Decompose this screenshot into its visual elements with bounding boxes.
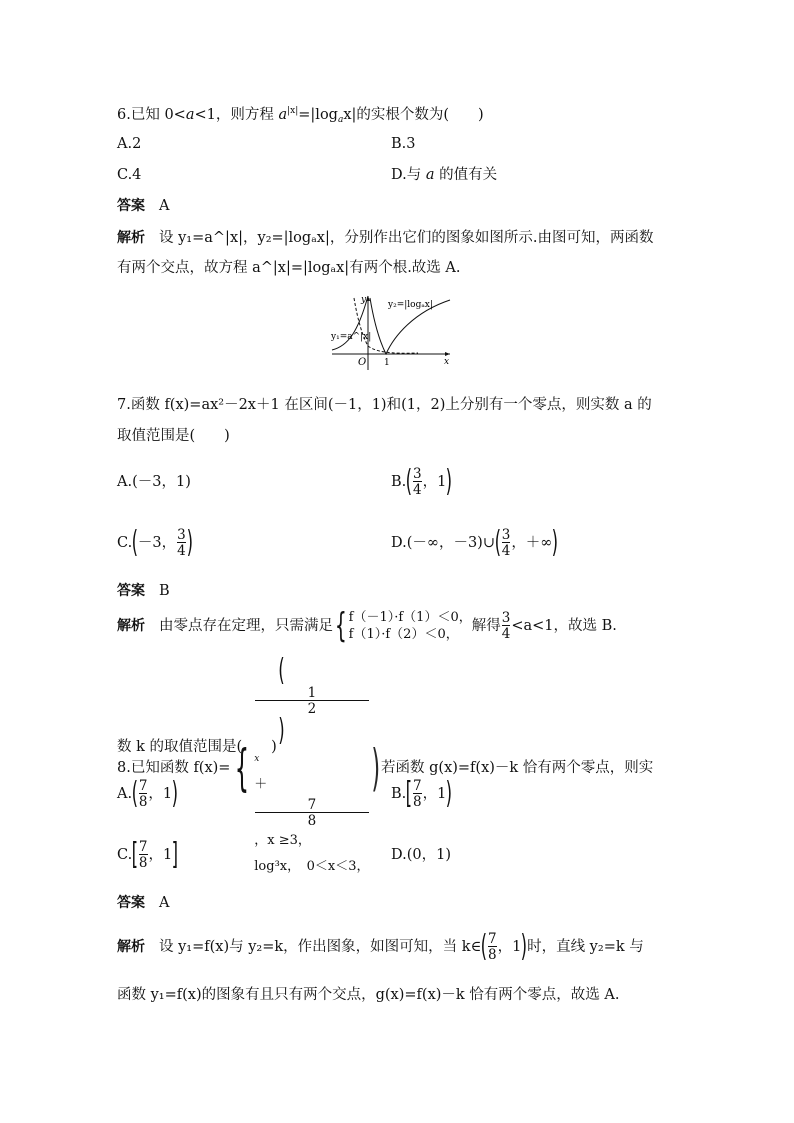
analysis-label: 解析 [117,230,145,246]
open-paren: ( [405,464,413,499]
piece-row: log³x， 0＜x＜3， [254,859,370,874]
answer-value: A [159,895,170,911]
condition-row: f（1）·f（2）＜0， [348,627,459,642]
open-bracket: [ [131,837,139,872]
denominator: 2 [255,700,368,716]
denominator: 4 [177,543,186,559]
q7-stem-line1: 7.函数 f(x)=ax²－2x＋1 在区间(－1，1)和(1，2)上分别有一个零点，则实数 a 的 [117,397,652,413]
answer-label: 答案 [117,583,145,599]
option-text: ，1 [148,847,173,863]
q8-option-b [391,776,452,812]
q6-option-b: B.3 [391,136,416,152]
fraction [139,779,148,809]
q6-stem-text: <1，则方程 [194,107,279,123]
q6-stem-text: 6.已知 0< [117,107,186,123]
open-paren: ( [278,653,285,688]
q6-option-d-text: 的值有关 [434,167,498,183]
q6-graph-curve2-label: y₂=|logₐx| [388,300,433,310]
fraction [255,686,368,716]
q6-analysis-line2: 有两个交点，故方程 a^|x|=|logₐx|有两个根.故选 A. [117,260,461,276]
q7-option-b [391,464,452,500]
analysis-text: 设 y₁=f(x)与 y₂=k，作出图象，如图可知，当 k∈ [159,939,482,955]
q6-stem-var: a [185,107,195,123]
option-text: －3， [137,535,177,551]
numerator: 1 [307,685,317,701]
close-paren: ) [445,464,453,499]
analysis-text: <a<1，故选 B. [511,618,617,634]
q8-option-d: D.(0，1) [391,847,451,863]
q7-answer [117,581,170,601]
open-bracket: [ [405,776,413,811]
analysis-text: ，1 [497,939,522,955]
denominator: 8 [138,855,148,871]
answer-value: A [159,198,170,214]
numerator: 7 [488,931,497,947]
q6-stem-var: a [278,107,288,123]
close-paren: ) [171,776,179,811]
q6-stem [117,101,484,130]
denominator: 8 [412,794,422,810]
option-prefix: C. [117,535,133,551]
q6-option-a: A.2 [117,136,142,152]
stem-text: 若函数 g(x)=f(x)－k 恰有两个零点，则实 [381,760,654,776]
numerator: 3 [501,527,511,543]
q6-stem-exponent: |x| [287,106,299,116]
open-paren: ( [131,525,139,560]
q6-graph-x-label: x [444,357,450,367]
numerator: 3 [177,527,186,543]
q8-option-a [117,776,178,812]
q8-stem-line1 [117,653,654,880]
condition-row: f（－1）·f（1）＜0， [348,610,472,625]
close-paren: ) [370,739,380,797]
analysis-text: 时，直线 y₂=k 与 [527,939,644,955]
q8-analysis-line2: 函数 y₁=f(x)的图象有且只有两个交点，g(x)=f(x)－k 恰有两个零点，故选 A. [117,987,620,1003]
numerator: 7 [138,778,148,794]
q6-function-graph [328,292,458,372]
answer-label: 答案 [117,895,145,911]
close-paren: ) [278,713,285,748]
open-brace: { [334,606,347,646]
close-paren: ) [445,776,453,811]
q6-option-c: C.4 [117,167,142,183]
analysis-label: 解析 [117,618,145,634]
q8-stem-line2: 数 k 的取值范围是( ) [117,739,277,755]
q6-graph-curve1-label: y₁=a^|x| [331,332,372,342]
q6-graph-y-label: y [361,295,367,305]
option-text: ，1 [422,474,447,490]
fraction [488,932,497,962]
q6-option-d-var: a [425,167,435,183]
option-prefix: B. [391,474,407,490]
exponent: x [254,754,260,764]
option-text: D.(－∞，－3)∪ [391,535,495,551]
fraction [255,798,368,828]
condition-system [349,609,472,643]
q6-stem-subscript: a [337,115,344,125]
option-text: ，＋∞ [511,535,553,551]
fraction [177,528,186,558]
piece-text: ，x ≥3， [254,833,311,848]
numerator: 7 [138,839,148,855]
denominator: 8 [488,947,497,963]
q7-stem-line2: 取值范围是( ) [117,428,230,444]
numerator: 3 [501,610,511,626]
piecewise-system [254,653,370,880]
q7-option-c [117,525,192,561]
numerator: 7 [307,797,317,813]
denominator: 8 [255,812,368,828]
denominator: 4 [501,626,511,642]
option-text: ，1 [422,786,447,802]
stem-text: 8.已知函数 f(x)= [117,760,231,776]
piece-text: ＋ [254,777,268,792]
q6-stem-text: =|log [298,107,338,123]
denominator: 4 [501,543,511,559]
q7-option-a: A.(－3，1) [117,474,191,490]
open-brace: { [235,739,250,797]
fraction [413,467,422,497]
fraction [502,611,511,641]
fraction [139,840,148,870]
close-bracket: ] [171,837,179,872]
fraction [502,528,511,558]
q6-graph-tick-one: 1 [384,358,390,368]
numerator: 7 [412,778,422,794]
close-paren: ) [520,929,528,964]
q6-answer [117,196,169,216]
q8-answer [117,893,169,913]
numerator: 3 [412,466,422,482]
analysis-text: 解得 [471,618,501,634]
open-paren: ( [480,929,488,964]
denominator: 4 [412,482,422,498]
close-paren: ) [552,525,559,560]
option-prefix: A. [117,786,133,802]
analysis-text: 由零点存在定理，只需满足 [159,618,333,634]
q6-stem-text: x|的实根个数为( ) [343,107,484,123]
q6-option-d-text: D.与 [391,167,426,183]
denominator: 8 [138,794,148,810]
q8-option-c [117,837,178,873]
open-paren: ( [494,525,502,560]
option-text: ，1 [148,786,173,802]
q6-option-d [391,165,497,185]
close-paren: ) [186,525,193,560]
q6-graph-origin-label: O [358,357,367,368]
q7-option-d [391,525,558,561]
q8-analysis-line1 [117,929,644,965]
open-paren: ( [131,776,139,811]
option-prefix: B. [391,786,407,802]
answer-label: 答案 [117,198,145,214]
q6-analysis-line1 [117,228,653,248]
fraction [413,779,422,809]
analysis-label: 解析 [117,939,145,955]
analysis-text: 设 y₁=a^|x|，y₂=|logₐx|，分别作出它们的图象如图所示.由图可知，两函数 [159,230,654,246]
q7-analysis [117,607,617,645]
answer-value: B [159,583,170,599]
option-prefix: C. [117,847,133,863]
